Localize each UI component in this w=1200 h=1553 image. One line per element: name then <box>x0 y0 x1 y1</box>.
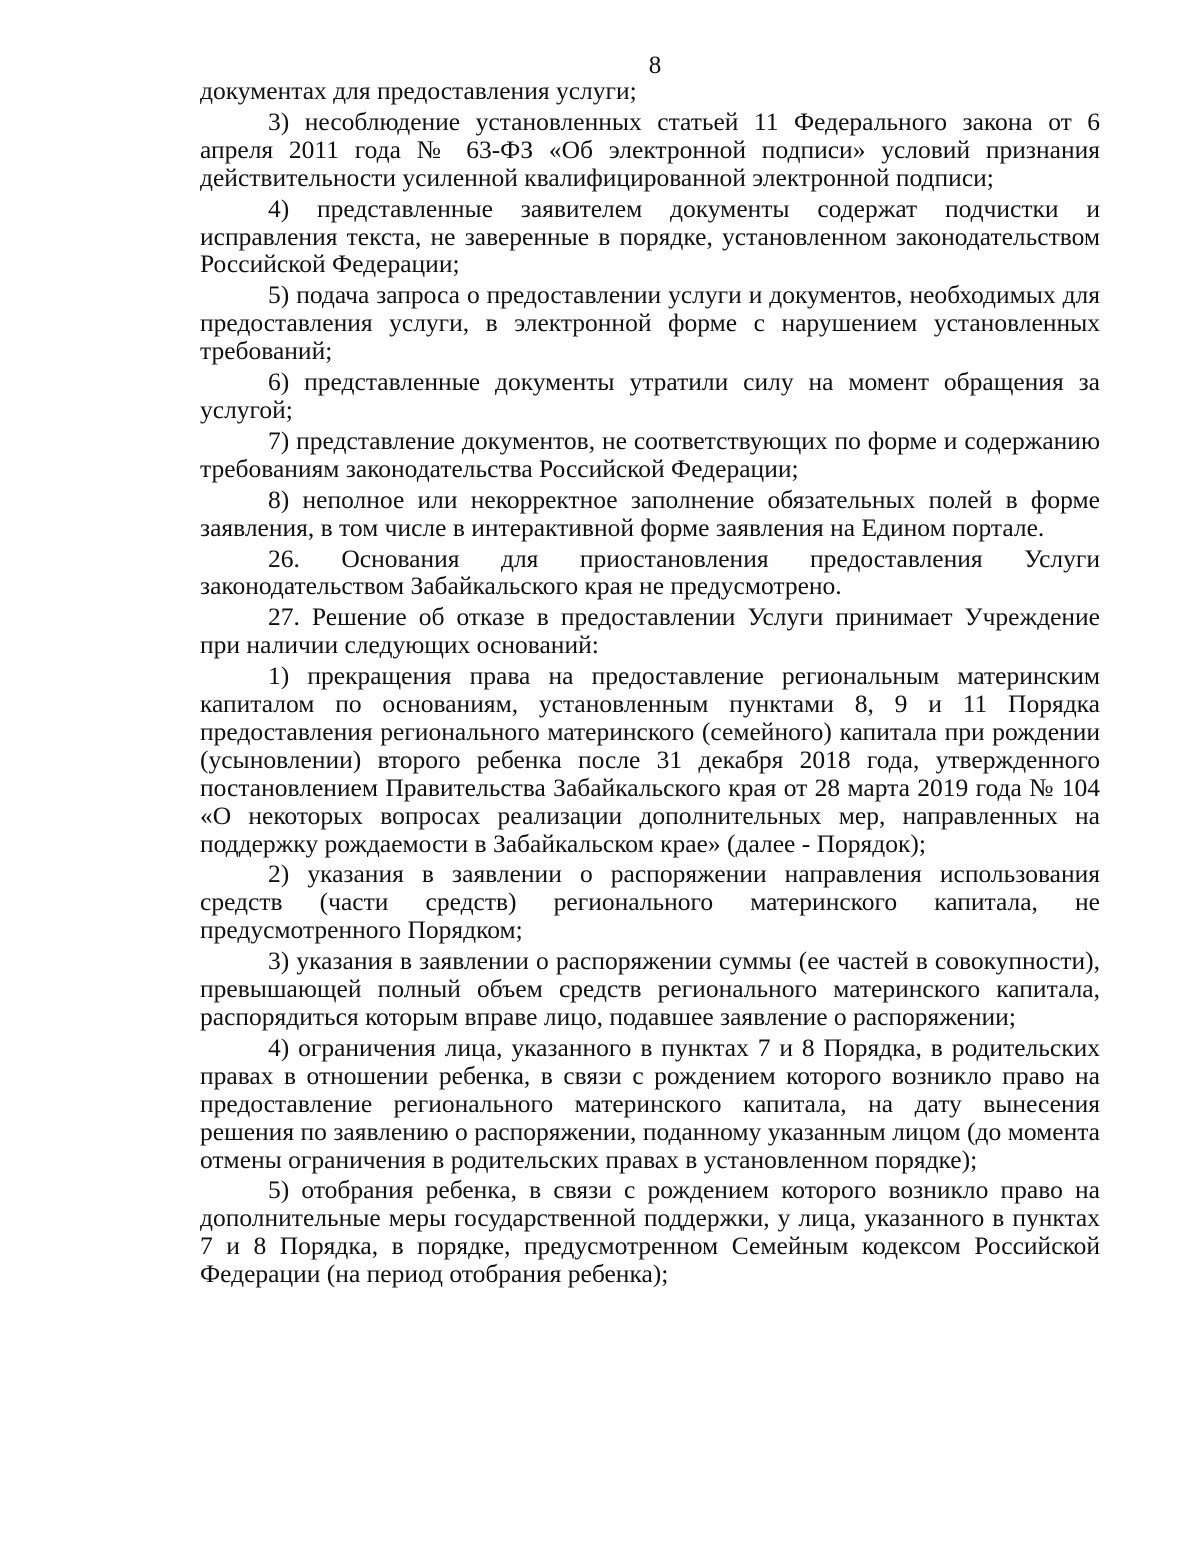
list-item-8: 8) неполное или некорректное заполнение обязательных полей в форме заявления, в том числе в интерактивной форме заявления на Едином портале. <box>200 484 1100 542</box>
list-item-4: 4) представленные заявителем документы содержат подчистки и исправления текста, не заверенные в порядке, установленном законодательством Российской Федерации; <box>200 193 1100 279</box>
clause-26: 26. Основания для приостановления предоставления Услуги законодательством Забайкальского края не предусмотрено. <box>200 543 1100 601</box>
clause-27-item-2: 2) указания в заявлении о распоряжении направления использования средств (части средств) регионального материнского капитала, не предусмотренного Порядком; <box>200 859 1100 945</box>
page-number: 8 <box>648 52 662 79</box>
list-item-7: 7) представление документов, не соответствующих по форме и содержанию требованиям законодательства Российской Федерации; <box>200 425 1100 483</box>
clause-27-item-1: 1) прекращения права на предоставление региональным материнским капиталом по основаниям, установленным пунктами 8, 9 и 11 Порядка предоставления регионального материнского (семейного) капитала при рождении (усыновлении) второго ребенка после 31 декабря 2018 года, утвержденного постановлением Правительства Забайкальского края от 28 марта 2019 года № 104 «О некоторых вопросах реализации дополнительных мер, направленных на поддержку рождаемости в Забайкальском крае» (далее - Порядок); <box>200 661 1100 858</box>
list-item-5: 5) подача запроса о предоставлении услуги и документов, необходимых для предоставления услуги, в электронной форме с нарушением установленных требований; <box>200 280 1100 366</box>
paragraph-continuation: документах для предоставления услуги; <box>200 76 637 105</box>
list-item-3: 3) несоблюдение установленных статьей 11 Федерального закона от 6 апреля 2011 года № 63-ФЗ «Об электронной подписи» условий признания действительности усиленной квалифицированной электронной подписи; <box>200 106 1100 192</box>
clause-27: 27. Решение об отказе в предоставлении Услуги принимает Учреждение при наличии следующих оснований: <box>200 602 1100 660</box>
document-body <box>200 77 1100 1291</box>
clause-27-item-3: 3) указания в заявлении о распоряжении суммы (ее частей в совокупности), превышающей полный объем средств регионального материнского капитала, распорядиться которым вправе лицо, подавшее заявление о распоряжении; <box>200 946 1100 1031</box>
list-item-6: 6) представленные документы утратили силу на момент обращения за услугой; <box>200 367 1100 424</box>
clause-27-item-5: 5) отобрания ребенка, в связи с рождением которого возникло право на дополнительные меры государственной поддержки, у лица, указанного в пунктах 7 и 8 Порядка, в порядке, предусмотренном Семейным кодексом Российской Федерации (на период отобрания ребенка); <box>200 1175 1100 1289</box>
clause-27-item-4: 4) ограничения лица, указанного в пунктах 7 и 8 Порядка, в родительских правах в отношении ребенка, в связи с рождением которого возникло право на предоставление регионального материнского капитала, на дату вынесения решения по заявлению о распоряжении, поданному указанным лицом (до момента отмены ограничения в родительских правах в установленном порядке); <box>200 1032 1100 1174</box>
